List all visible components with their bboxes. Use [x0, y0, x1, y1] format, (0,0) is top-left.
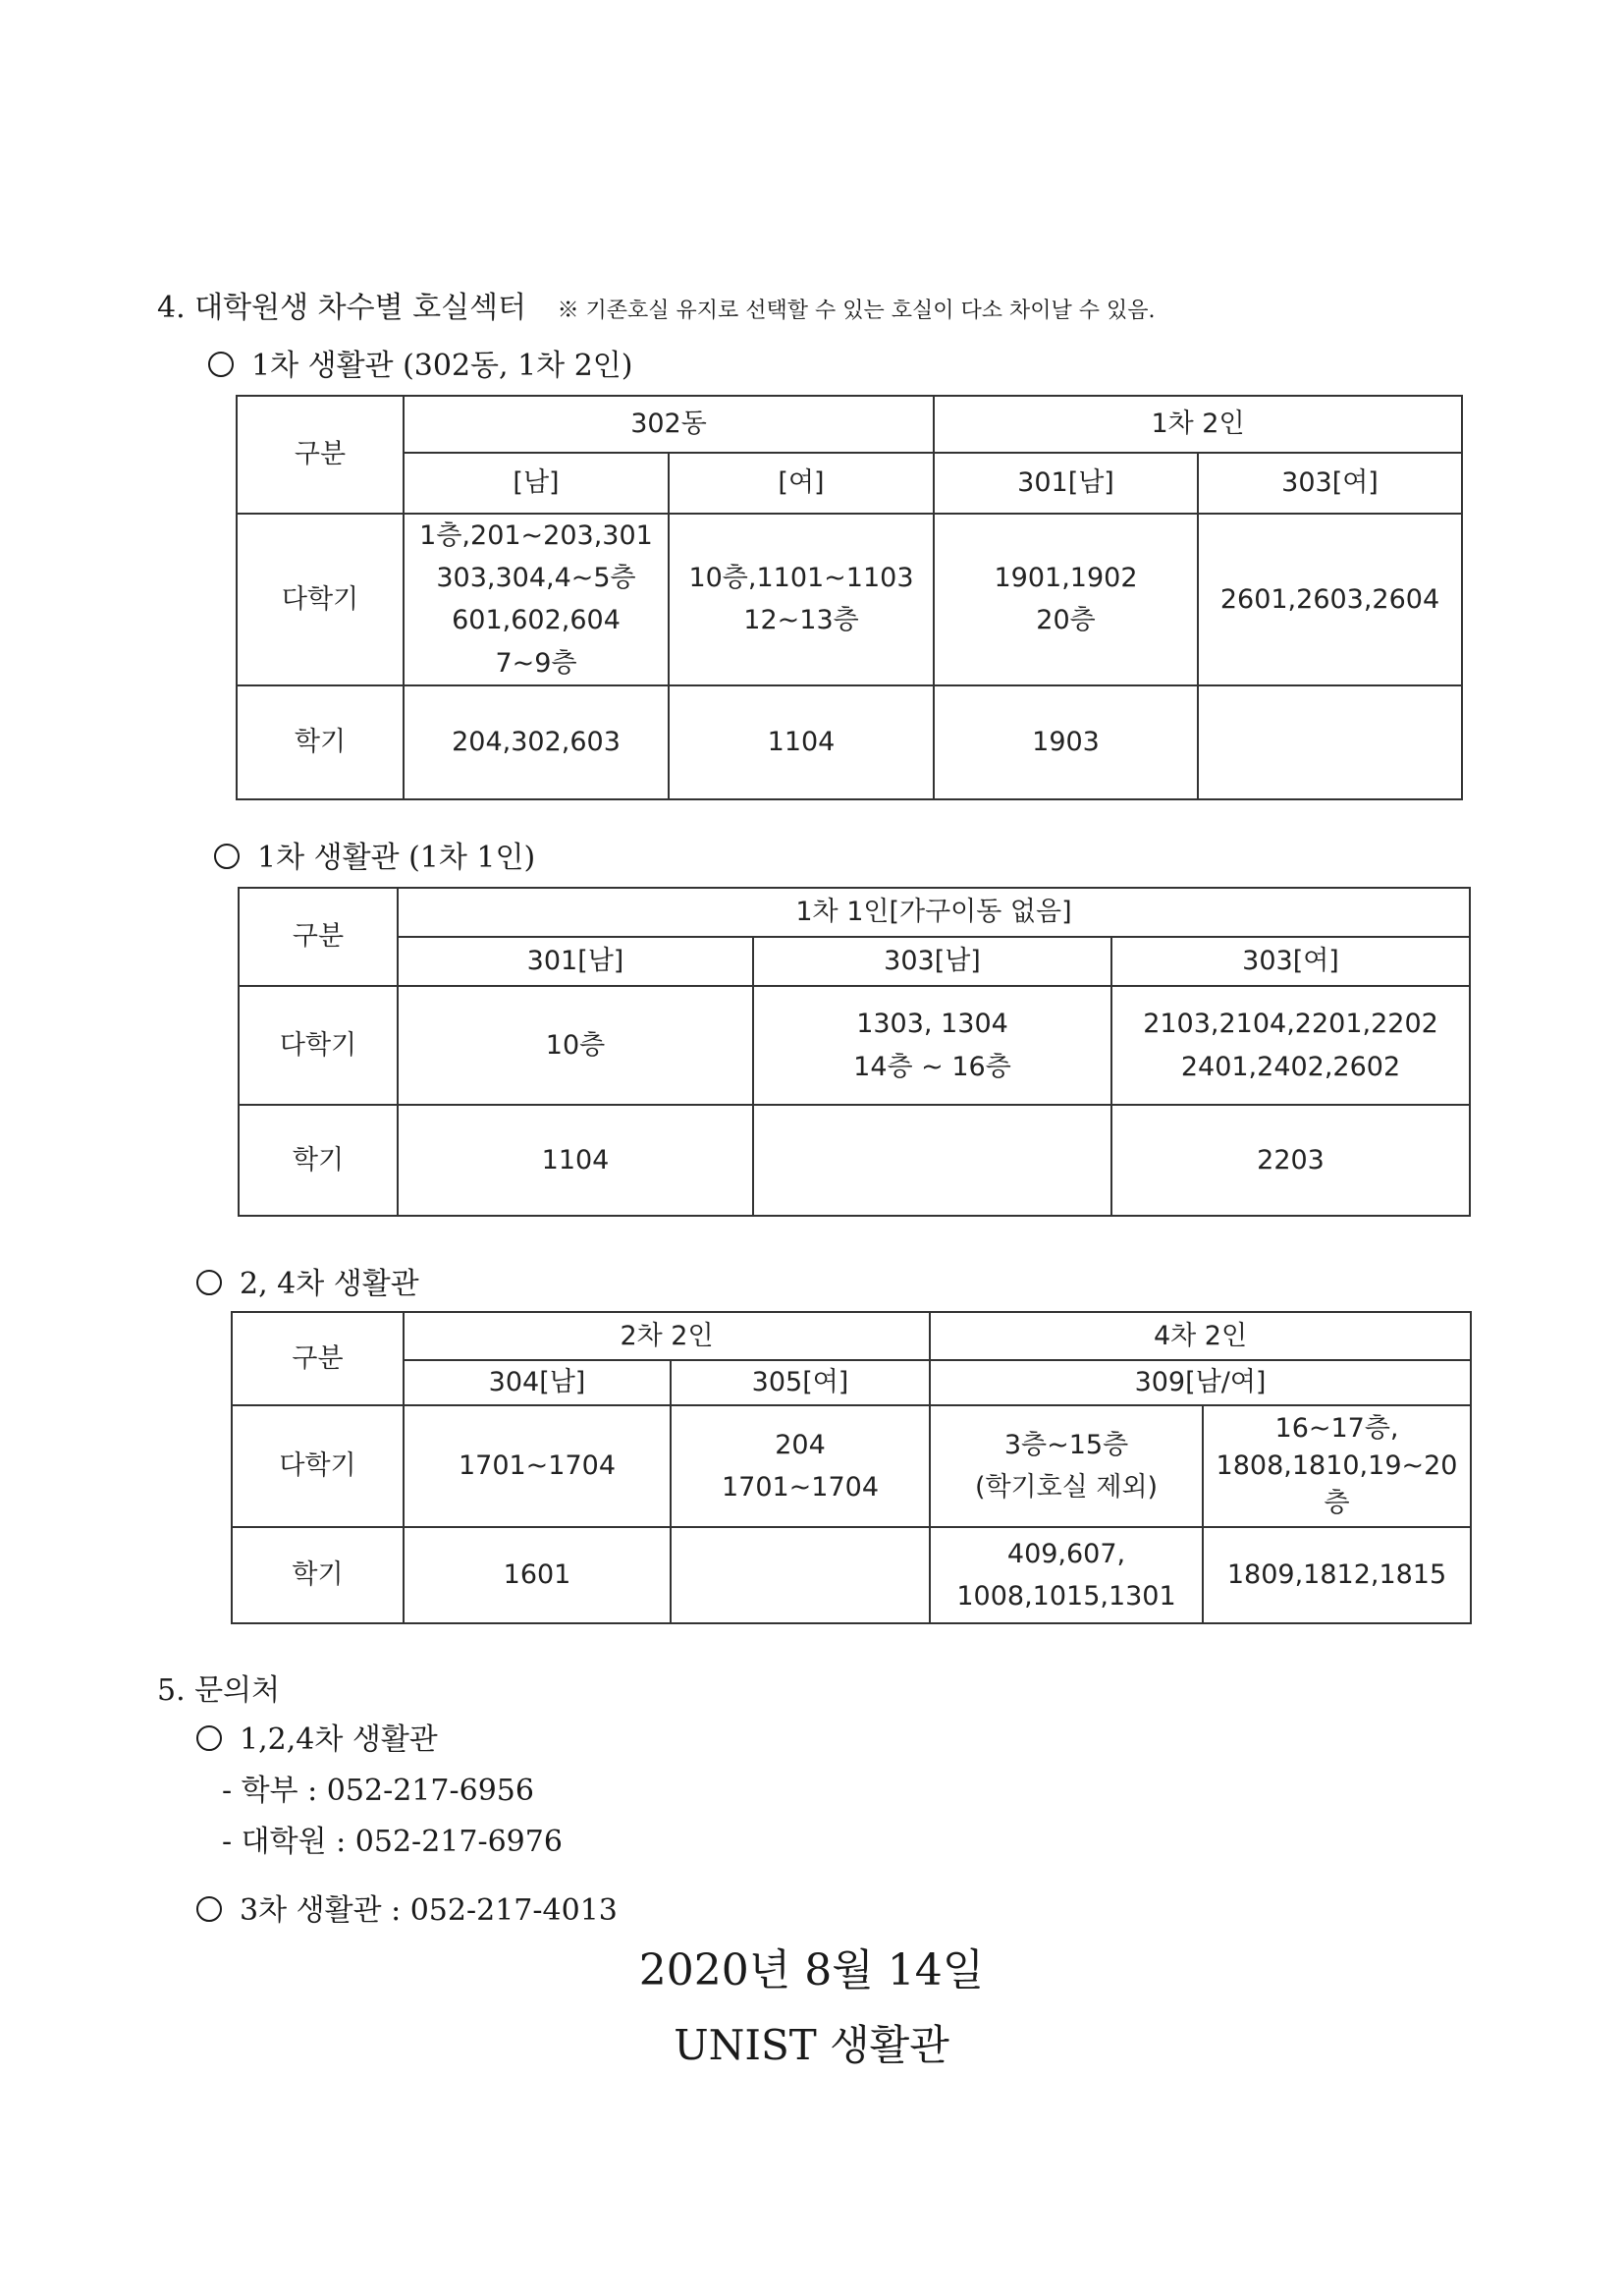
table-cell [753, 986, 1111, 1105]
row-label: 다학기 [232, 1405, 404, 1527]
table1-col-header: 303[여] [1198, 453, 1462, 514]
table-cell: 204,302,603 [404, 685, 669, 799]
circle-bullet-icon [196, 1725, 222, 1751]
circle-bullet-icon [214, 844, 240, 869]
table-1cha-1in [238, 887, 1471, 1217]
table3-corner: 구분 [232, 1312, 404, 1405]
section4-note: ※ 기존호실 유지로 선택할 수 있는 호실이 다소 차이날 수 있음. [557, 299, 1156, 323]
cell-line: 303,304,4~5층 [436, 563, 636, 594]
table-cell: 1701~1704 [404, 1405, 671, 1527]
table2-col-header: 303[여] [1111, 937, 1470, 986]
table-cell: 1601 [404, 1527, 671, 1623]
table2-col-header: 303[남] [753, 937, 1111, 986]
cell-line: 1701~1704 [721, 1472, 880, 1503]
row-label: 학기 [237, 685, 404, 799]
table-cell: 10층 [398, 986, 753, 1105]
row-label: 다학기 [237, 514, 404, 685]
cell-line: 16~17층, [1274, 1413, 1399, 1445]
table-row [239, 986, 1470, 1105]
section5-title: 5. 문의처 [157, 1673, 281, 1708]
table3-col-header: 309[남/여] [930, 1360, 1471, 1405]
table1-heading-text: 1차 생활관 (302동, 1차 2인) [251, 349, 633, 383]
table3-heading [196, 1259, 419, 1302]
cell-line: 3층~15층 [1003, 1429, 1129, 1460]
table-2-4cha [231, 1311, 1472, 1624]
cell-line: 2601,2603,2604 [1219, 583, 1440, 615]
row-label: 다학기 [239, 986, 398, 1105]
cell-line: 1808,1810,19~20 [1216, 1450, 1458, 1482]
table3-col-header: 305[여] [671, 1360, 930, 1405]
circle-bullet-icon [208, 352, 234, 377]
table-row [237, 514, 1462, 685]
cell-line: 204 [775, 1429, 826, 1460]
table-cell [1203, 1405, 1471, 1527]
table-cell [1198, 685, 1462, 799]
contact-item-1 [196, 1715, 438, 1758]
table3-col-header: 304[남] [404, 1360, 671, 1405]
table3-group-4cha: 4차 2인 [930, 1312, 1471, 1360]
issuer-name: UNIST 생활관 [674, 2021, 949, 2069]
contact-grad: - 대학원 : 052-217-6976 [222, 1825, 563, 1859]
cell-line: 14층 ~ 16층 [853, 1051, 1011, 1082]
table-row [237, 685, 1462, 799]
table1-col-header: [남] [404, 453, 669, 514]
contact-item-2 [196, 1886, 618, 1929]
table1-group-302: 302동 [404, 396, 934, 453]
table-cell: 2203 [1111, 1105, 1470, 1216]
table-cell: 1104 [669, 685, 934, 799]
table-cell [404, 514, 669, 685]
table-cell [1198, 514, 1462, 685]
cell-line: 1층,201~203,301 [419, 520, 653, 551]
table1-col-header: 301[남] [934, 453, 1198, 514]
cell-line: 10층,1101~1103 [688, 563, 914, 594]
table3-heading-text: 2, 4차 생활관 [240, 1267, 419, 1301]
row-label: 학기 [232, 1527, 404, 1623]
circle-bullet-icon [196, 1270, 222, 1295]
table3-group-2cha: 2차 2인 [404, 1312, 930, 1360]
cell-line: 2103,2104,2201,2202 [1143, 1009, 1438, 1040]
table-cell [934, 514, 1198, 685]
table2-col-header: 301[남] [398, 937, 753, 986]
table-cell: 1104 [398, 1105, 753, 1216]
table-302-dong [236, 395, 1463, 800]
section4-title-text: 4. 대학원생 차수별 호실섹터 [157, 291, 527, 325]
contact-item-2-text: 3차 생활관 : 052-217-4013 [240, 1893, 618, 1928]
table1-group-1cha-2in: 1차 2인 [934, 396, 1462, 453]
cell-line: 12~13층 [743, 605, 859, 636]
cell-line: 7~9층 [495, 647, 577, 679]
section4-title [157, 283, 1156, 326]
cell-line: 601,602,604 [452, 605, 621, 636]
cell-line: 층 [1324, 1487, 1350, 1518]
table-cell [671, 1527, 930, 1623]
cell-line: 1008,1015,1301 [956, 1581, 1176, 1612]
table2-group: 1차 1인[가구이동 없음] [398, 888, 1470, 937]
contact-undergrad: - 학부 : 052-217-6956 [222, 1774, 534, 1808]
cell-line: 409,607, [1006, 1538, 1126, 1569]
table-cell [753, 1105, 1111, 1216]
cell-line: 1901,1902 [994, 563, 1138, 594]
cell-line: 20층 [1036, 605, 1096, 636]
table-cell [930, 1527, 1203, 1623]
row-label: 학기 [239, 1105, 398, 1216]
table-cell [669, 514, 934, 685]
cell-line: 2401,2402,2602 [1180, 1051, 1401, 1082]
table1-heading [208, 341, 632, 384]
table2-heading-text: 1차 생활관 (1차 1인) [257, 841, 536, 875]
contact-item-1-text: 1,2,4차 생활관 [240, 1722, 438, 1757]
table-cell: 1903 [934, 685, 1198, 799]
table-cell: 1809,1812,1815 [1203, 1527, 1471, 1623]
table2-heading [214, 833, 535, 876]
table-row [232, 1405, 1471, 1527]
table-row [232, 1527, 1471, 1623]
table1-col-header: [여] [669, 453, 934, 514]
table-cell [671, 1405, 930, 1527]
table-cell [1111, 986, 1470, 1105]
cell-line: 1303, 1304 [856, 1009, 1008, 1040]
document-date: 2020년 8월 14일 [638, 1945, 985, 1995]
table-row [239, 1105, 1470, 1216]
table1-corner: 구분 [237, 396, 404, 514]
cell-line: (학기호실 제외) [974, 1472, 1159, 1503]
table2-corner: 구분 [239, 888, 398, 986]
circle-bullet-icon [196, 1896, 222, 1922]
table-cell [930, 1405, 1203, 1527]
